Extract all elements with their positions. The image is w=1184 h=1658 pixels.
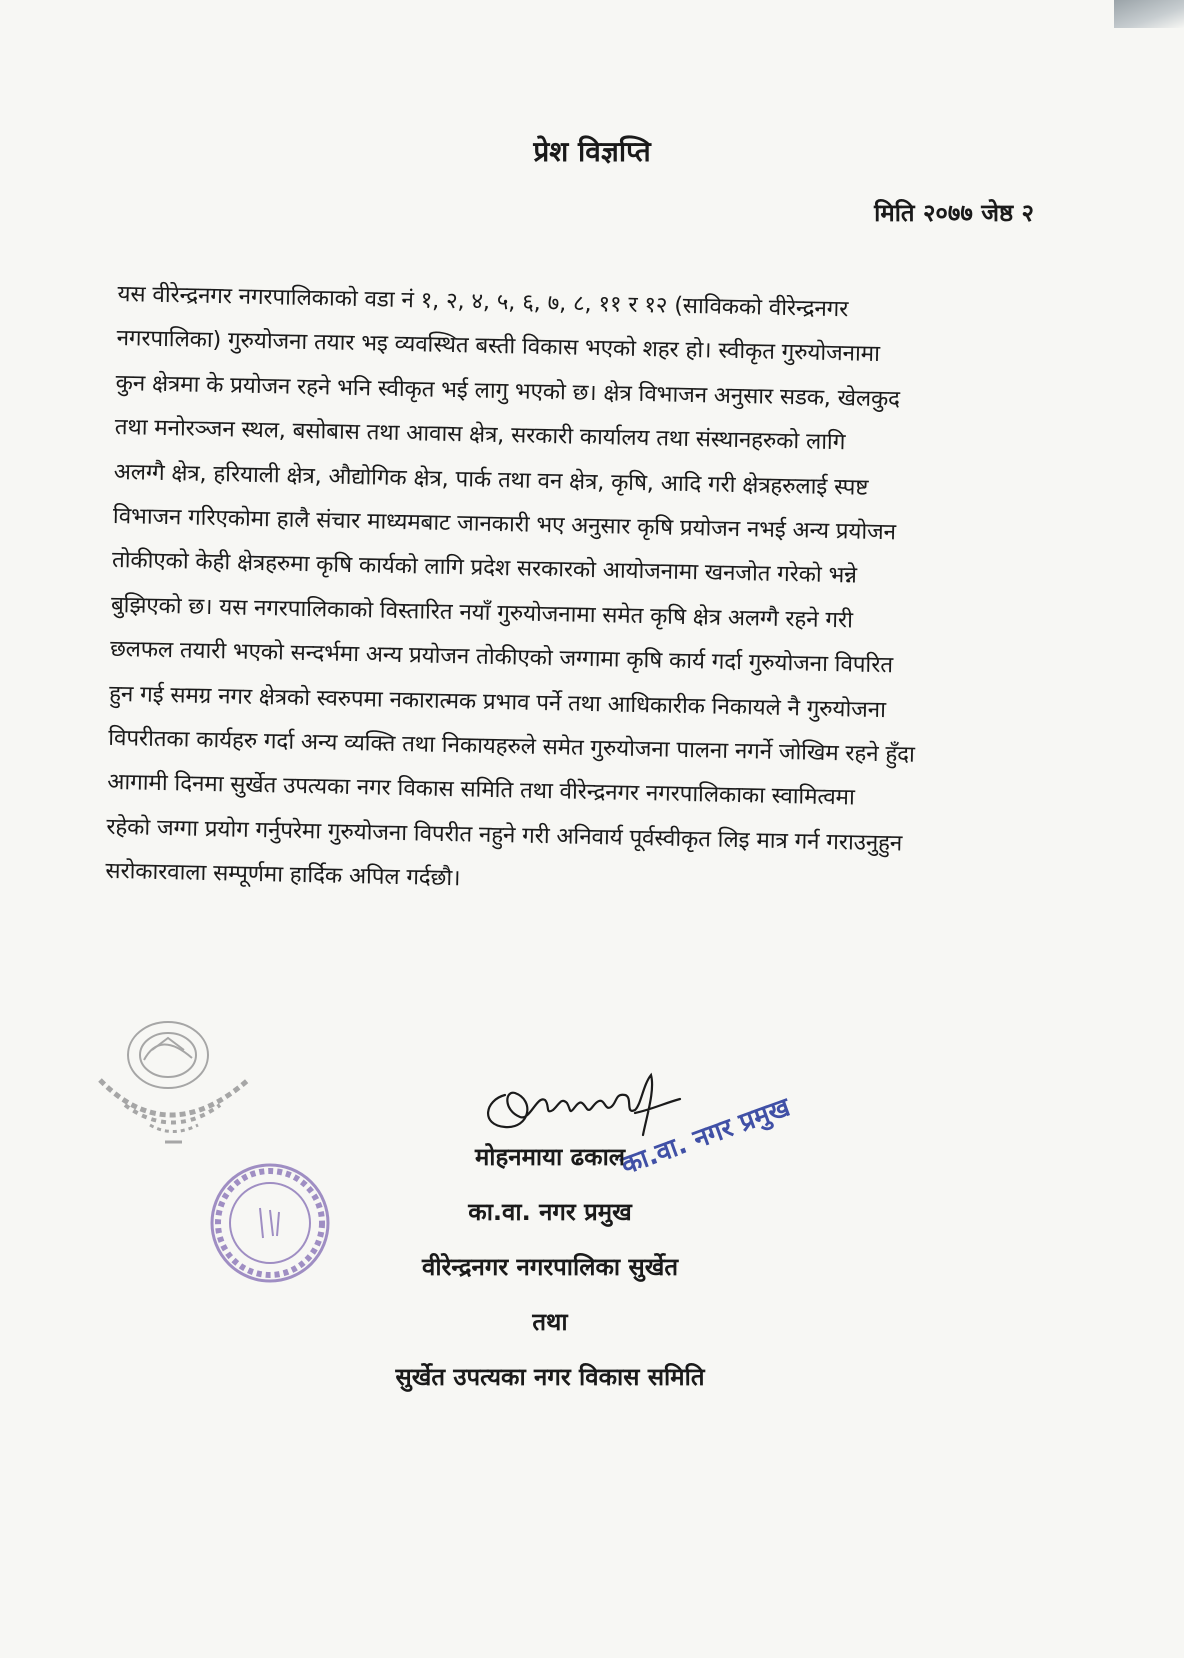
body-line: कुन क्षेत्रमा के प्रयोजन रहने भनि स्वीकृत भई लागु भएको छ। क्षेत्र विभाजन अनुसार सडक, खेलकुद bbox=[115, 369, 901, 413]
body-line: आगामी दिनमा सुर्खेत उपत्यका नगर विकास समिति तथा वीरेन्द्रनगर नगरपालिकाका स्वामित्वमा bbox=[107, 769, 855, 811]
body-line: रहेको जग्गा प्रयोग गर्नुपरेमा गुरुयोजना विपरीत नहुने गरी अनिवार्य पूर्वस्वीकृत लिइ मात्र गर्न गराउनुहुन bbox=[106, 813, 903, 857]
signatory-name: मोहनमाया ढकाल bbox=[474, 1143, 626, 1171]
municipality-office-seal bbox=[80, 1000, 260, 1150]
signatory-office: वीरेन्द्रनगर नगरपालिका सुर्खेत bbox=[421, 1253, 679, 1281]
body-line: बुझिएको छ। यस नगरपालिकाको विस्तारित नयाँ गुरुयोजनामा समेत कृषि क्षेत्र अलग्गै रहने गरी bbox=[110, 591, 854, 634]
page-corner-edge bbox=[1114, 0, 1184, 28]
body-text bbox=[105, 272, 1033, 912]
document-title: प्रेश विज्ञप्ति bbox=[533, 135, 651, 168]
signatory-committee: सुर्खेत उपत्यका नगर विकास समिति bbox=[395, 1363, 705, 1391]
document-date: मिति २०७७ जेष्ठ २ bbox=[874, 199, 1034, 227]
designation-stamp: का.वा. नगर प्रमुख bbox=[617, 1092, 795, 1182]
body-line: अलग्गै क्षेत्र, हरियाली क्षेत्र, औद्योगिक क्षेत्र, पार्क तथा वन क्षेत्र, कृषि, आदि गरी क्षेत्रहरुलाई स्पष्ट bbox=[113, 458, 869, 501]
body-line: सरोकारवाला सम्पूर्णमा हार्दिक अपिल गर्दछौ। bbox=[105, 857, 461, 892]
body-line: हुन गई समग्र नगर क्षेत्रको स्वरुपमा नकारात्मक प्रभाव पर्ने तथा आधिकारीक निकायले नै गुरुयोजना bbox=[108, 680, 887, 723]
body-line: तोकीएको केही क्षेत्रहरुमा कृषि कार्यको लागि प्रदेश सरकारको आयोजनामा खनजोत गरेको भन्ने bbox=[111, 547, 858, 589]
body-line: विभाजन गरिएकोमा हालै संचार माध्यमबाट जानकारी भए अनुसार कृषि प्रयोजन नभई अन्य प्रयोजन bbox=[112, 502, 897, 546]
body-line: विपरीतका कार्यहरु गर्दा अन्य व्यक्ति तथा निकायहरुले समेत गुरुयोजना पालना नगर्ने जोखिम रहने हुँदा bbox=[107, 724, 915, 768]
signatory-block bbox=[300, 1130, 800, 1405]
signatory-conjunction: तथा bbox=[532, 1308, 568, 1336]
body-line: तथा मनोरञ्जन स्थल, बसोबास तथा आवास क्षेत्र, सरकारी कार्यालय तथा संस्थानहरुको लागि bbox=[114, 414, 846, 456]
body-line: छलफल तयारी भएको सन्दर्भमा अन्य प्रयोजन तोकीएको जग्गामा कृषि कार्य गर्दा गुरुयोजना विपरित bbox=[109, 636, 894, 679]
signatory-designation: का.वा. नगर प्रमुख bbox=[468, 1198, 632, 1226]
body-line: यस वीरेन्द्रनगर नगरपालिकाको वडा नं १, २, ४, ५, ६, ७, ८, ११ र १२ (साविकको वीरेन्द्रनगर bbox=[117, 280, 849, 323]
body-line: नगरपालिका) गुरुयोजना तयार भइ व्यवस्थित बस्ती विकास भएको शहर हो। स्वीकृत गुरुयोजनामा bbox=[116, 325, 881, 368]
